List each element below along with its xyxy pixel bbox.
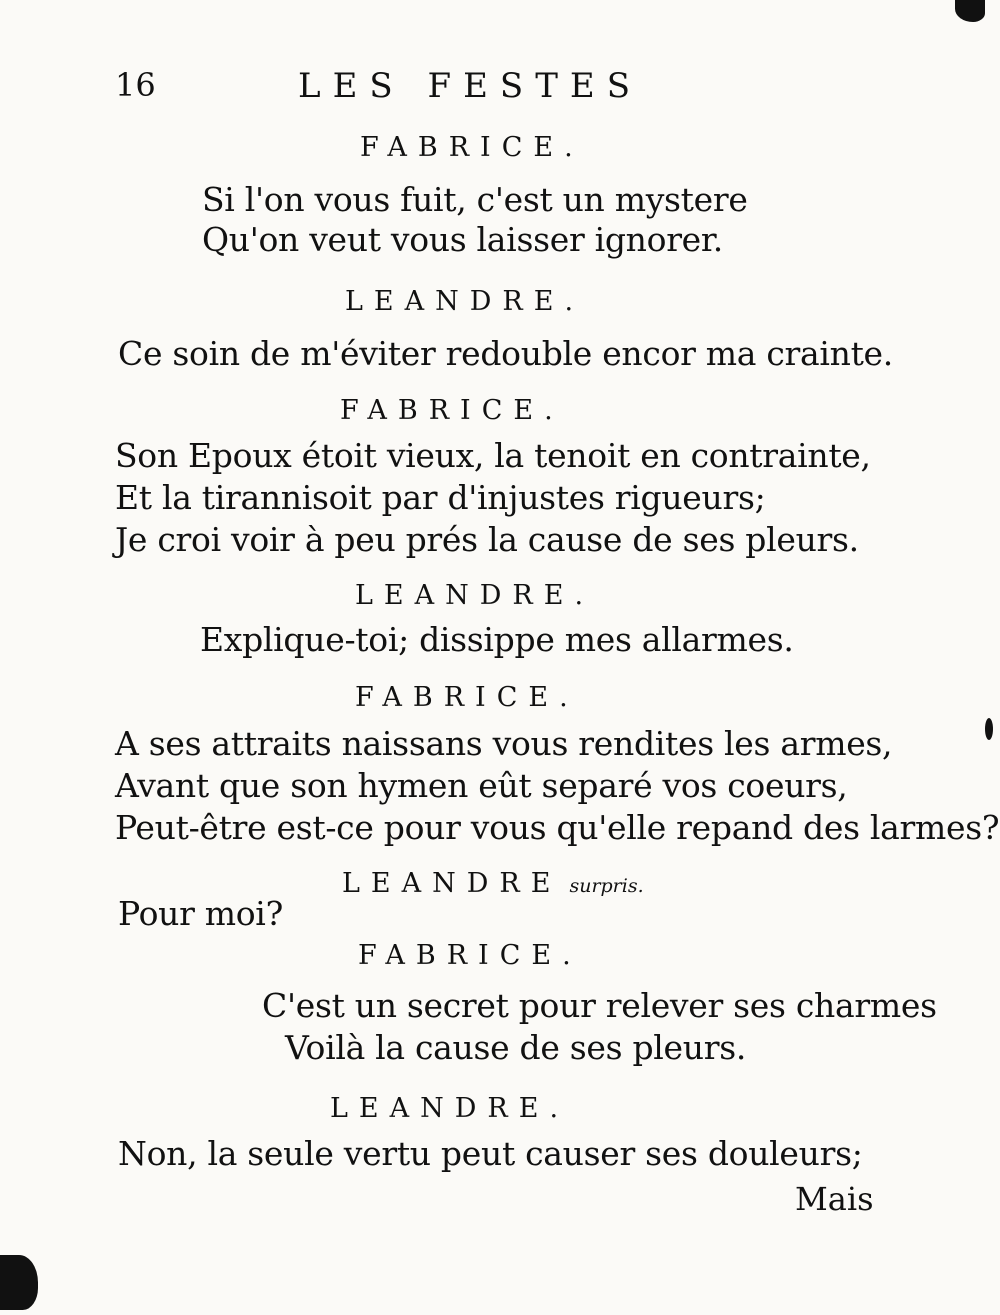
ink-blot [0, 1255, 38, 1310]
verse-line: Ce soin de m'éviter redouble encor ma crainte. [118, 334, 893, 373]
speaker-name-text: LEANDRE [342, 868, 562, 899]
verse-line: Voilà la cause de ses pleurs. [285, 1028, 747, 1067]
verse-line: C'est un secret pour relever ses charmes [262, 986, 937, 1025]
speaker-name [342, 868, 644, 899]
speaker-name: LEANDRE. [330, 1093, 570, 1124]
speaker-name: LEANDRE. [355, 580, 595, 611]
speaker-name: FABRICE. [358, 940, 582, 971]
verse-line: Si l'on vous fuit, c'est un mystere [202, 180, 748, 219]
verse-line: A ses attraits naissans vous rendites les armes, [115, 724, 893, 763]
catchword: Mais [795, 1180, 874, 1218]
ink-blot [955, 0, 985, 22]
speaker-name: FABRICE. [355, 682, 579, 713]
speaker-name: FABRICE. [360, 132, 584, 163]
verse-line: Je croi voir à peu prés la cause de ses pleurs. [115, 520, 859, 559]
verse-line: Avant que son hymen eût separé vos coeurs, [115, 766, 848, 805]
verse-line: Pour moi? [118, 894, 283, 933]
page-number: 16 [115, 66, 156, 104]
running-title: LES FESTES [298, 66, 642, 106]
verse-line: Explique-toi; dissippe mes allarmes. [200, 620, 794, 659]
verse-line: Et la tirannisoit par d'injustes rigueurs; [115, 478, 766, 517]
speaker-name: LEANDRE. [345, 286, 585, 317]
speaker-name: FABRICE. [340, 395, 564, 426]
verse-line: Peut-être est-ce pour vous qu'elle repand des larmes? [115, 808, 1000, 847]
verse-line: Non, la seule vertu peut causer ses douleurs; [118, 1134, 863, 1173]
stage-direction: surpris. [569, 875, 644, 897]
ink-blot [985, 718, 993, 740]
verse-line: Son Epoux étoit vieux, la tenoit en contrainte, [115, 436, 871, 475]
verse-line: Qu'on veut vous laisser ignorer. [202, 220, 723, 259]
